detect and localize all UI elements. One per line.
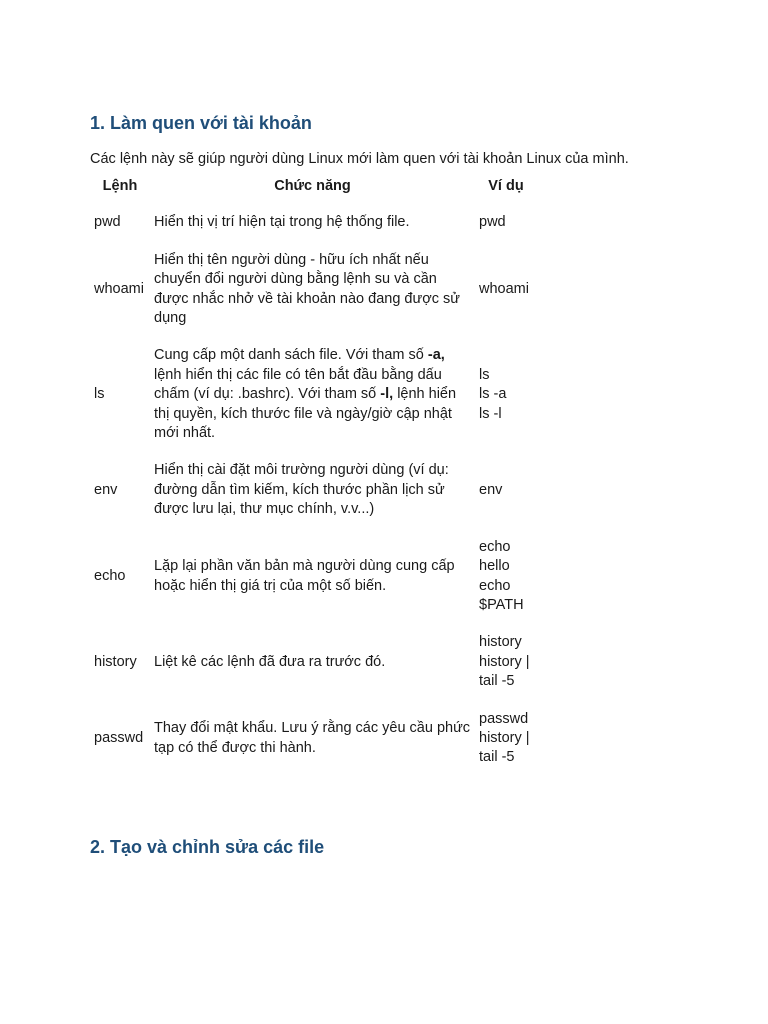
- row-function: Hiển thị cài đặt môi trường người dùng (ví dụ: đường dẫn tìm kiếm, kích thước phần lịch sử được lưu lại, thư mục chính, v.v...): [154, 462, 449, 518]
- example-line: tail -5: [479, 749, 515, 766]
- command-table: [90, 172, 537, 777]
- section-2-heading: 2. Tạo và chỉnh sửa các file: [90, 837, 325, 857]
- row-command: echo: [94, 567, 126, 584]
- row-examples: [475, 529, 537, 625]
- table-row: [90, 529, 537, 625]
- example-line: whoami: [479, 280, 529, 297]
- row-command: env: [94, 481, 118, 498]
- row-function: Hiển thị tên người dùng - hữu ích nhất nếu chuyển đổi người dùng bằng lệnh su và cần được nhắc nhở về tài khoản nào đang được sử dụng: [154, 251, 460, 327]
- example-line: history |: [479, 729, 530, 746]
- example-line: env: [479, 481, 503, 498]
- row-function: [150, 337, 475, 452]
- example-line: $PATH: [479, 596, 524, 613]
- flag-a: -a,: [427, 347, 445, 364]
- example-line: tail -5: [479, 673, 515, 690]
- row-command: history: [94, 653, 137, 670]
- example-line: ls: [479, 366, 490, 383]
- header-command: Lệnh: [102, 178, 138, 194]
- row-examples: [475, 452, 537, 528]
- row-examples: [475, 624, 537, 700]
- row-command: ls: [94, 386, 105, 403]
- example-line: ls -l: [479, 405, 502, 422]
- table-row: [90, 204, 537, 241]
- row-examples: [475, 204, 537, 241]
- example-line: pwd: [479, 214, 506, 231]
- example-line: echo: [479, 577, 511, 594]
- example-line: hello: [479, 558, 510, 575]
- row-examples: [475, 701, 537, 777]
- row-examples: [475, 242, 537, 338]
- function-text: lệnh hiển thị các file có tên bắt đầu bằng dấu chấm (ví dụ: .bashrc). Với tham số: [154, 366, 442, 403]
- row-command: passwd: [94, 729, 144, 746]
- header-example: Ví dụ: [488, 178, 524, 194]
- table-row: [90, 337, 537, 452]
- example-line: passwd: [479, 710, 529, 727]
- example-line: history |: [479, 653, 530, 670]
- example-line: ls -a: [479, 386, 507, 403]
- flag-l: -l,: [380, 386, 394, 403]
- example-line: echo: [479, 538, 511, 555]
- section-1-heading: 1. Làm quen với tài khoản: [90, 113, 312, 133]
- example-line: history: [479, 634, 522, 651]
- header-function: Chức năng: [274, 178, 351, 194]
- table-row: [90, 452, 537, 528]
- row-function: Liệt kê các lệnh đã đưa ra trước đó.: [154, 653, 386, 670]
- function-text: lệnh hiển thị quyền, kích thước file và ngày/giờ cập nhật mới nhất.: [154, 386, 457, 442]
- table-row: [90, 242, 537, 338]
- row-command: pwd: [94, 214, 121, 231]
- function-text: Cung cấp một danh sách file. Với tham số: [154, 347, 428, 364]
- row-function: Hiển thị vị trí hiện tại trong hệ thống file.: [154, 214, 410, 231]
- table-row: [90, 701, 537, 777]
- table-row: [90, 624, 537, 700]
- row-function: Thay đổi mật khẩu. Lưu ý rằng các yêu cầu phức tạp có thể được thi hành.: [154, 720, 471, 756]
- row-examples: [475, 337, 537, 452]
- row-function: Lặp lại phần văn bản mà người dùng cung cấp hoặc hiển thị giá trị của một số biến.: [154, 558, 455, 594]
- section-1-intro: Các lệnh này sẽ giúp người dùng Linux mới làm quen với tài khoản Linux của mình.: [90, 151, 629, 167]
- table-header-row: [90, 172, 537, 204]
- row-command: whoami: [94, 280, 144, 297]
